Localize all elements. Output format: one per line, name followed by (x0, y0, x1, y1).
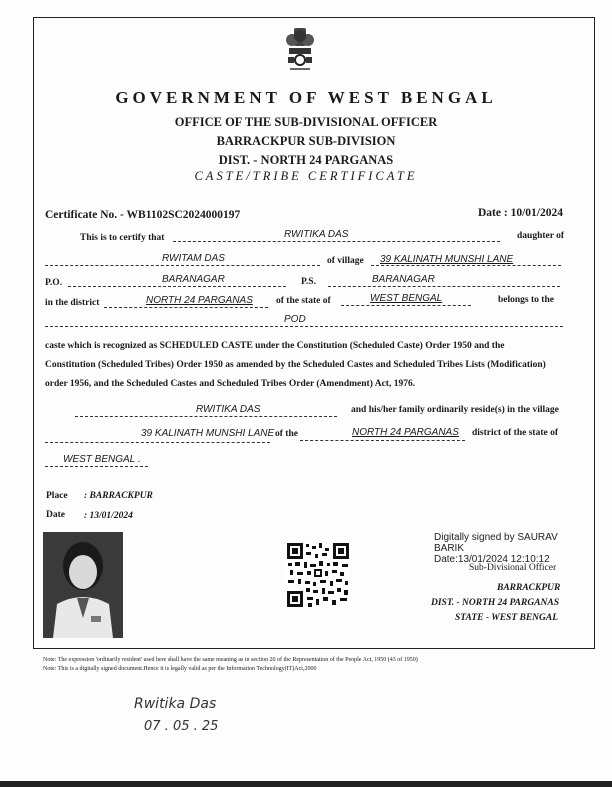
po-label: P.O. (45, 278, 63, 288)
qr-code (286, 542, 350, 608)
parent-name: RWITAM DAS (162, 253, 225, 264)
office-title: OFFICE OF THE SUB-DIVISIONAL OFFICER (174, 115, 438, 129)
ps-line (328, 286, 560, 287)
paragraph-line-2: Constitution (Scheduled Tribes) Order 1950 as amended by the Scheduled Castes and Scheduled Tribes Lists (Modification) (45, 360, 546, 370)
handwritten-date: 07 . 05 . 25 (144, 719, 219, 734)
of-village-label: of village (327, 256, 364, 266)
paragraph-line-1: caste which is recognized as SCHEDULED CASTE under the Constitution (Scheduled Caste) Order 1950 and the (45, 341, 505, 351)
state-value: WEST BENGAL (370, 293, 443, 304)
name-line (173, 241, 500, 242)
district2-line (300, 440, 465, 441)
office-name-2: DIST. - NORTH 24 PARGANAS (431, 598, 560, 608)
resides-label: and his/her family ordinarily reside(s) in the village (351, 405, 559, 415)
state-emblem-icon (282, 26, 318, 78)
certify-text: This is to certify that (80, 233, 165, 243)
po-line (68, 286, 286, 287)
signer-name: BARIK (434, 543, 465, 554)
government-title: GOVERNMENT OF WEST BENGAL (115, 88, 497, 107)
of-the-label: of the (275, 429, 298, 439)
handwritten-name: Rwitika Das (134, 696, 217, 712)
note-digital-signature: Note: This is a digitally signed document.Hence it is legally valid as per the Information Technology(IT)Act,2000 (43, 666, 317, 672)
subdivision-title: BARRACKPUR SUB-DIVISION (216, 134, 396, 148)
certificate-type-title: CASTE/TRIBE CERTIFICATE (194, 169, 418, 183)
signature-date: Date:13/01/2024 12:10:12 (434, 554, 550, 565)
note-ordinarily-resident: Note: The expression 'ordinarily resident' used here shall have the same meaning as in section 20 of the Representation of the People Act, 1950 (43 of 1950) (43, 657, 418, 663)
place-label: Place (46, 491, 68, 501)
district-title: DIST. - NORTH 24 PARGANAS (218, 153, 394, 167)
po-value: BARANAGAR (162, 274, 225, 285)
caste-line (45, 326, 563, 327)
holder-name-2: RWITIKA DAS (196, 404, 261, 415)
date-label: Date (46, 510, 65, 520)
signer-designation: Sub-Divisional Officer (469, 563, 557, 573)
office-name-3: STATE - WEST BENGAL (455, 613, 559, 623)
date-value: : 13/01/2024 (84, 511, 133, 521)
office-name-1: BARRACKPUR (497, 583, 561, 593)
district-state-label: district of the state of (472, 428, 559, 438)
certificate-date: Date : 10/01/2024 (478, 207, 563, 219)
state-value-2: WEST BENGAL . (63, 454, 141, 465)
place-value: : BARRACKPUR (84, 491, 153, 501)
state-label: of the state of (276, 296, 331, 306)
parent-line (45, 265, 320, 266)
ps-label: P.S. (301, 277, 316, 287)
belongs-label: belongs to the (498, 295, 554, 305)
village2-line (45, 442, 270, 443)
applicant-photo (43, 532, 123, 638)
ps-value: BARANAGAR (372, 274, 435, 285)
bottom-edge-bar (0, 781, 612, 787)
state2-line (45, 466, 148, 467)
district-line (104, 307, 268, 308)
relation-label: daughter of (517, 231, 565, 241)
holder-name: RWITIKA DAS (284, 229, 349, 240)
district-value-2: NORTH 24 PARGANAS (352, 427, 459, 438)
state-line (341, 305, 471, 306)
village-line (371, 265, 561, 266)
district-value: NORTH 24 PARGANAS (146, 295, 253, 306)
paragraph-line-3: order 1956, and the Scheduled Castes and Scheduled Tribes Order (Amendment) Act, 1976. (45, 379, 416, 389)
signed-by-line: Digitally signed by SAURAV (434, 532, 558, 543)
name2-line (75, 416, 337, 417)
caste-value: POD (284, 314, 306, 325)
village-value: 39 KALINATH MUNSHI LANE (380, 254, 514, 265)
district-label: in the district (45, 298, 100, 308)
village-value-2: 39 KALINATH MUNSHI LANE (141, 428, 275, 439)
certificate-number: Certificate No. - WB1102SC2024000197 (45, 209, 241, 221)
